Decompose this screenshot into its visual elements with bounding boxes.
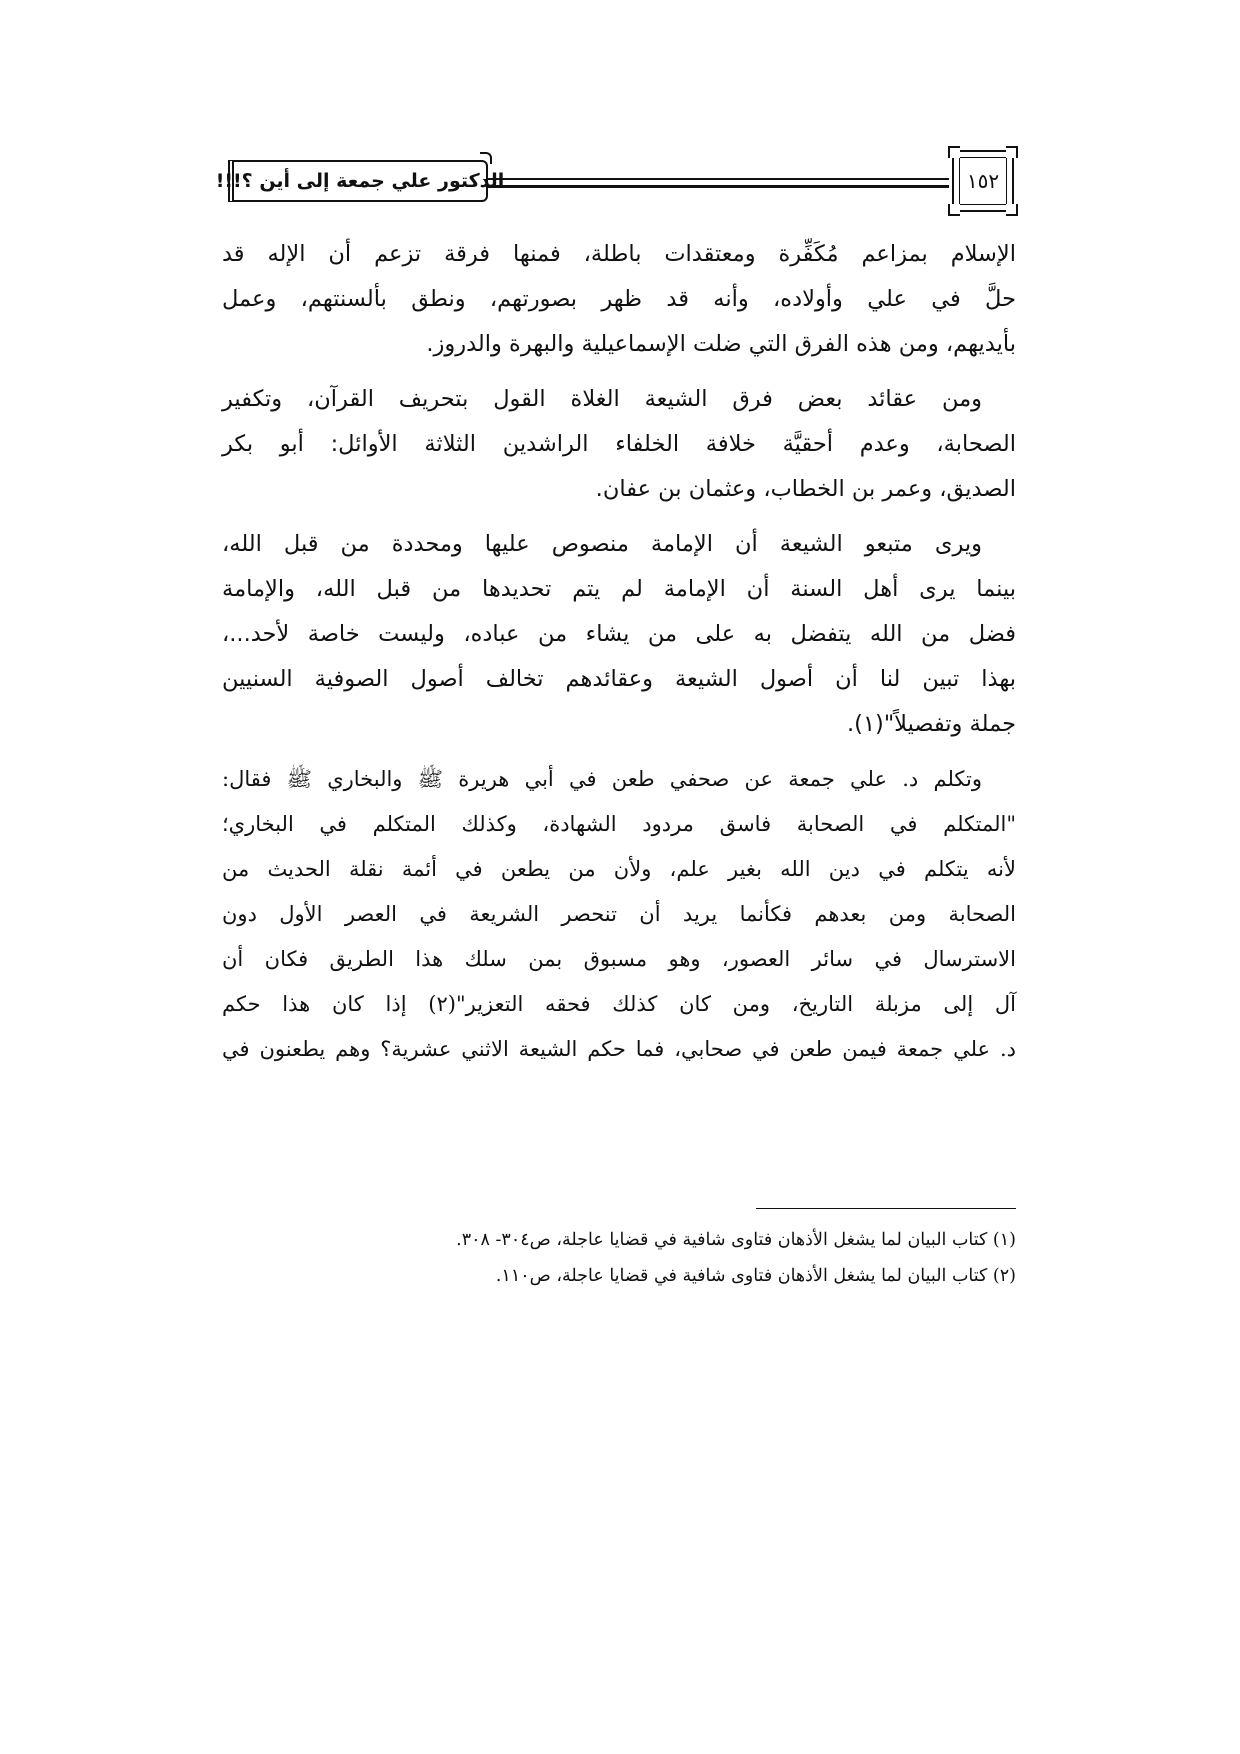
paragraph-2 [222,377,1016,512]
body-text [222,232,1016,1082]
page-number-box [952,150,1014,212]
paragraph-4 [222,757,1016,1072]
running-title: الدكتور علي جمعة إلى أين ؟!!! [215,170,505,192]
text-line: حلَّ في علي وأولاده، وأنه قد ظهر بصورتهم، ونطق بألسنتهم، وعمل [222,286,1016,312]
text-line: الإسلام بمزاعم مُكَفِّرة ومعتقدات باطلة، فمنها فرقة تزعم أن الإله قد [222,241,1016,267]
text-line: لأنه يتكلم في دين الله بغير علم، ولأن من يطعن في أئمة نقلة الحديث من [222,857,1016,881]
header-rule-thick [483,185,949,188]
text-line: بأيديهم، ومن هذه الفرق التي ضلت الإسماعيلية والبهرة والدروز. [426,331,1016,357]
text-line: وتكلم د. علي جمعة عن صحفي طعن في أبي هريرة ﷺ والبخاري ﷺ فقال: [222,767,982,791]
page-number: ١٥٢ [966,169,1000,193]
paragraph-1 [222,232,1016,367]
text-line: فضل من الله يتفضل به على من يشاء من عباده، وليست خاصة لأحد...، [222,621,1016,647]
text-line: "المتكلم في الصحابة فاسق مردود الشهادة، وكذلك المتكلم في البخاري؛ [222,812,1016,836]
text-line: بهذا تبين لنا أن أصول الشيعة وعقائدهم تخالف أصول الصوفية السنيين [222,666,1016,692]
text-line: الصحابة ومن بعدهم فكأنما يريد أن تنحصر الشريعة في العصر الأول دون [222,902,1016,926]
text-line: آل إلى مزبلة التاريخ، ومن كان كذلك فحقه التعزير"(٢) إذا كان هذا حكم [222,992,1016,1016]
running-title-box [215,160,505,202]
text-line: جملة وتفصيلاً"(١). [847,711,1016,737]
paragraph-3 [222,522,1016,747]
page-header [215,150,1014,214]
text-line: ويرى متبعو الشيعة أن الإمامة منصوص عليها ومحددة من قبل الله، [222,531,982,557]
footnote-1: (١) كتاب البيان لما يشغل الأذهان فتاوى شافية في قضايا عاجلة، ص٣٠٤- ٣٠٨. [456,1230,1016,1250]
text-line: بينما يرى أهل السنة أن الإمامة لم يتم تحديدها من قبل الله، والإمامة [222,576,1016,602]
text-line: الصديق، وعمر بن الخطاب، وعثمان بن عفان. [595,476,1016,502]
footnote-separator [756,1208,1016,1209]
text-line: ومن عقائد بعض فرق الشيعة الغلاة القول بتحريف القرآن، وتكفير [222,386,982,412]
footnotes [222,1222,1016,1294]
text-line: د. علي جمعة فيمن طعن في صحابي، فما حكم الشيعة الاثني عشرية؟ وهم يطعنون في [222,1037,1016,1061]
text-line: الصحابة، وعدم أحقيَّة خلافة الخلفاء الراشدين الثلاثة الأوائل: أبو بكر [222,431,1016,457]
text-line: الاسترسال في سائر العصور، وهو مسبوق بمن سلك هذا الطريق فكان أن [222,947,1016,971]
header-rule [483,178,949,180]
footnote-2: (٢) كتاب البيان لما يشغل الأذهان فتاوى شافية في قضايا عاجلة، ص١١٠. [495,1266,1016,1286]
